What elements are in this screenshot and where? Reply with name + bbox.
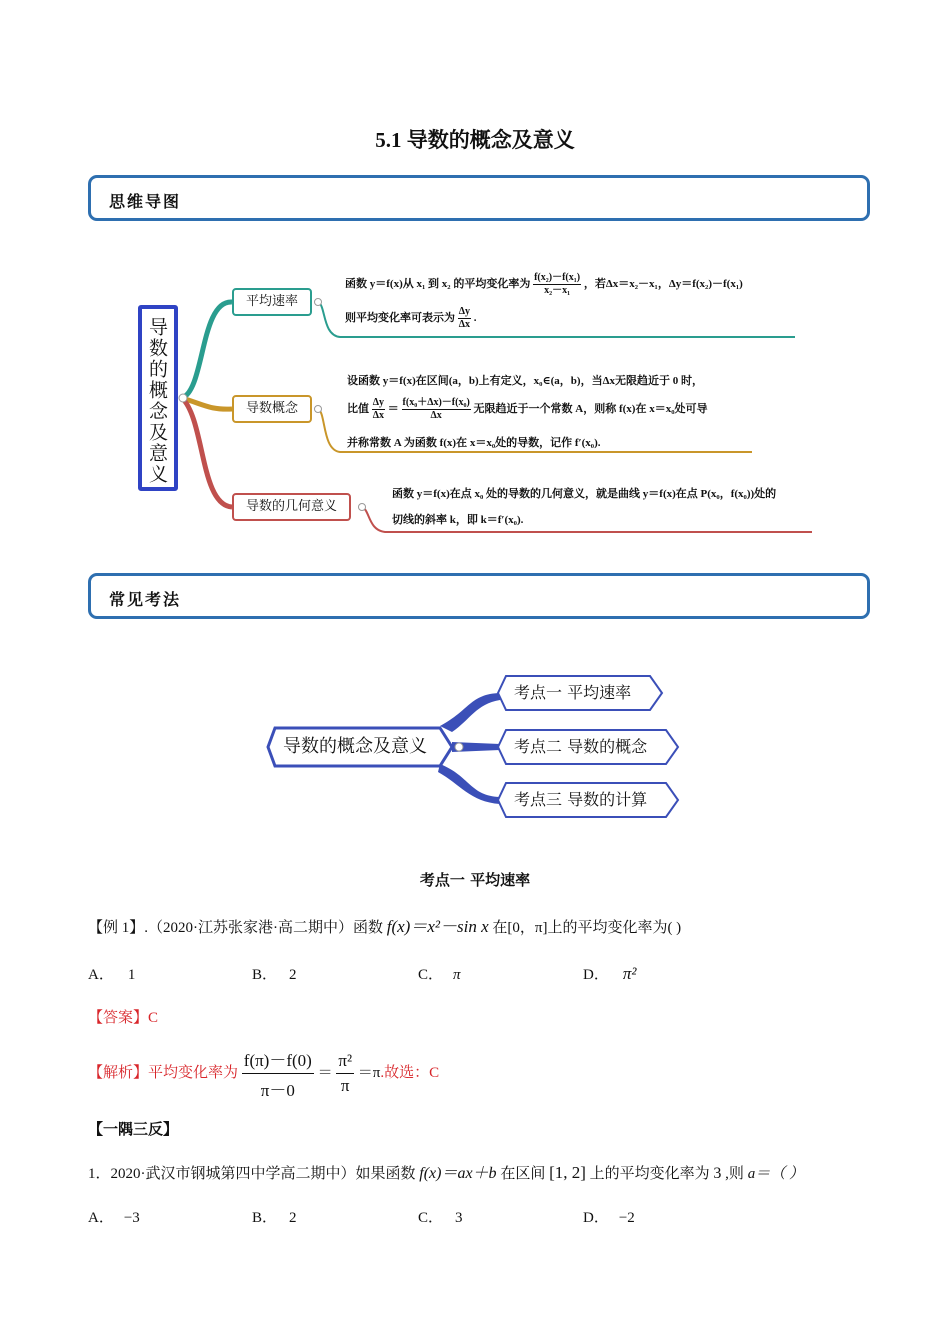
root-dot	[179, 394, 187, 402]
mindmap-branch-derivative-concept: 导数概念	[232, 395, 312, 423]
kp-item-3: 考点三 导数的计算	[514, 790, 648, 809]
practice1-option-a: A． −3	[88, 1210, 140, 1226]
branch2-line1: 设函数 y＝f(x)在区间(a，b)上有定义，x₀∈(a，b)，当Δx无限趋近于 0 时，	[347, 375, 703, 387]
branch2-line3: 并称常数 A 为函数 f(x)在 x＝x₀处的导数，记作 f′(x₀).	[347, 437, 601, 449]
branch3-curve	[182, 398, 232, 507]
mindmap-branch-average-rate: 平均速率	[232, 288, 312, 316]
branch3-dot	[359, 504, 366, 511]
branch1-line1: 函数 y＝f(x)从 x₁ 到 x₂ 的平均变化率为 $\frac{\text{f(x₂)－f(x₁)}}{\text{x₂－x₁}}$ ，若Δx＝x₂－x₁，Δy＝f(x₂)－f(x₁)	[345, 272, 743, 296]
example1-answer: 【答案】C	[88, 1010, 159, 1026]
example1-option-a: A． 1	[88, 967, 136, 983]
mindmap-root: 导数的概念及意义	[138, 305, 178, 491]
section-title: 思维导图	[109, 192, 182, 211]
common-methods-section-header	[88, 573, 870, 619]
page-title: 5.1 导数的概念及意义	[375, 128, 575, 152]
example1-option-d: D． π²	[583, 964, 637, 983]
example1-question: 【例 1】.（2020·江苏张家港·高二期中）函数 f(x)＝x²－sin x 在[0，π]上的平均变化率为( )	[88, 917, 682, 936]
kp-connector-1	[440, 693, 500, 732]
kp-root-dot	[455, 743, 463, 751]
kp-root-label: 导数的概念及意义	[283, 736, 427, 757]
branch1-curve	[182, 302, 232, 398]
branch2-line2: 比值 $\frac{\Delta y}{\Delta x}$ ＝ $\frac{\text{f(x₀＋Δx)－f(x₀)}}{\Delta x}$ 无限趋近于一个常数 A，则称 f(x)在 x＝x₀处可导	[347, 397, 708, 421]
practice1-option-c: C． 3	[418, 1210, 463, 1226]
mindmap-branch-geometric-meaning: 导数的几何意义	[232, 493, 351, 521]
kp-connector-3	[438, 764, 500, 804]
kp-item-1: 考点一 平均速率	[514, 683, 632, 702]
example1-option-c: C． π	[418, 967, 461, 983]
practice1-question: 1．2020·武汉市钢城第四中学高二期中）如果函数 f(x)＝ax＋b 在区间 [1, 2] 上的平均变化率为 3 ,则 a＝（ ）	[88, 1163, 804, 1182]
section-title: 常见考法	[109, 590, 182, 609]
branch3-line1: 函数 y＝f(x)在点 x₀ 处的导数的几何意义，就是曲线 y＝f(x)在点 P(x₀，f(x₀))处的	[392, 488, 777, 500]
kaodian1-heading: 考点一 平均速率	[419, 871, 531, 889]
branch1-line2: 则平均变化率可表示为 $\frac{\Delta y}{\Delta x}$ .	[345, 306, 477, 330]
practice1-option-b: B． 2	[252, 1210, 297, 1226]
branch1-dot	[315, 299, 322, 306]
example1-analysis: 【解析】平均变化率为 $\frac{f(\pi)-f(0)}{\pi-0}$ ＝ $\frac{\text{π²}}{\pi}$ ＝π.故选：C	[88, 1046, 439, 1101]
practice-heading: 【一隅三反】	[88, 1120, 179, 1138]
example1-formula: f(x)＝x²－sin x	[386, 917, 489, 936]
branch2-dot	[315, 406, 322, 413]
branch3-line2: 切线的斜率 k，即 k＝f′(x₀).	[392, 514, 524, 526]
practice1-option-d: D． −2	[583, 1210, 635, 1226]
kp-item-2: 考点二 导数的概念	[514, 737, 648, 756]
example1-option-b: B． 2	[252, 967, 297, 983]
kaodian-map-graphics	[0, 660, 950, 840]
